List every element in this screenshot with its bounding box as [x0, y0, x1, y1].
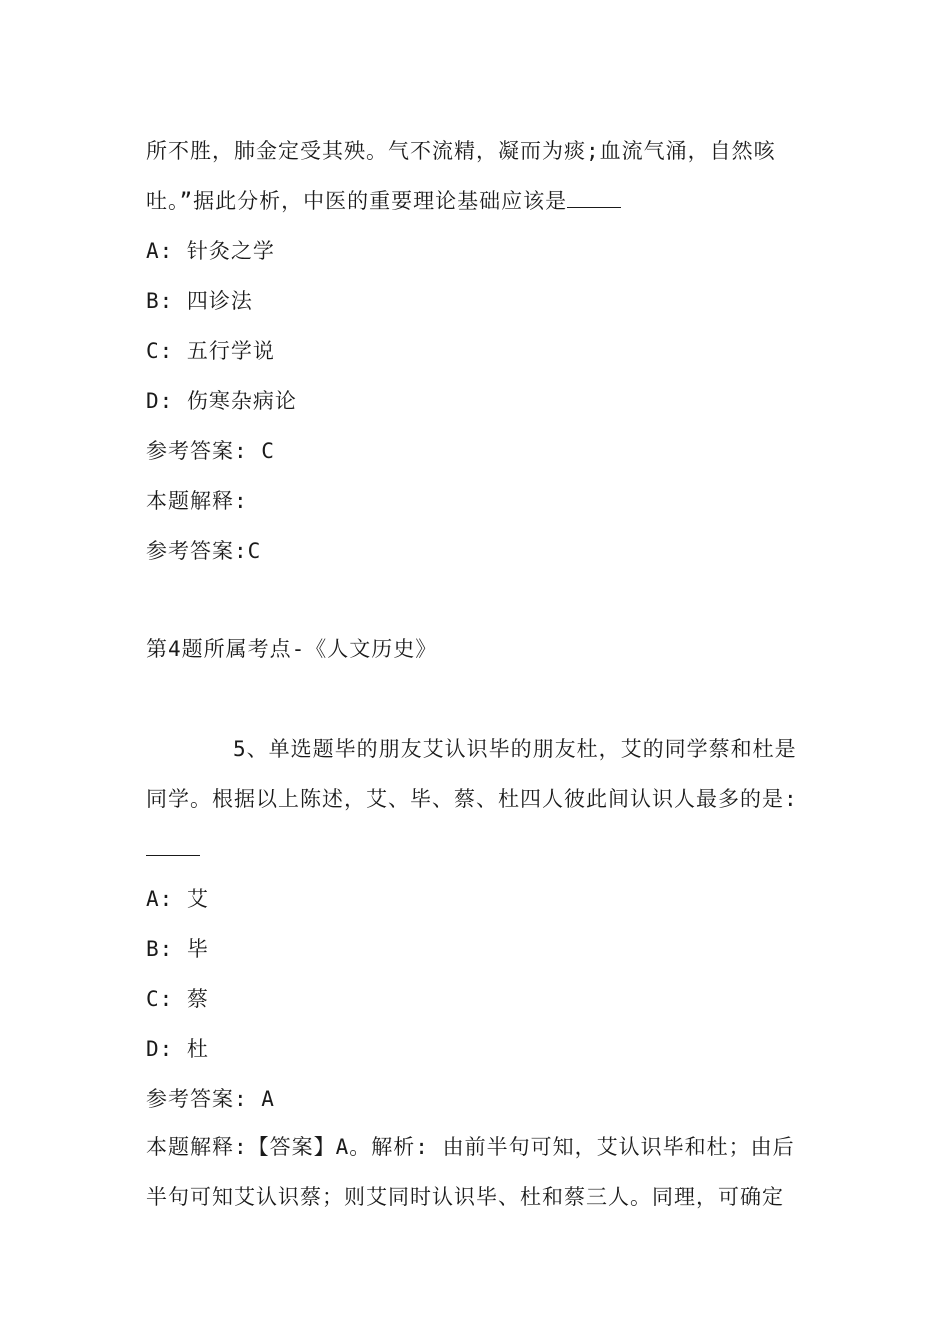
question3-stem-line1: 所不胜，肺金定受其殃。气不流精，凝而为痰;血流气涌，自然咳 — [146, 139, 776, 163]
answer-blank — [567, 189, 621, 208]
question5-explanation-line2: 半句可知艾认识蔡；则艾同时认识毕、杜和蔡三人。同理，可确定 — [146, 1185, 784, 1209]
question3-explanation-answer: 参考答案:C — [146, 539, 262, 563]
question5-stem-line2: 同学。根据以上陈述，艾、毕、蔡、杜四人彼此间认识人最多的是: — [146, 787, 798, 811]
question3-explanation-label: 本题解释: — [146, 489, 248, 513]
question5-option-b: B: 毕 — [146, 937, 209, 961]
question5-blank-line — [146, 835, 200, 863]
question5-option-a: A: 艾 — [146, 887, 209, 911]
question4-topic: 第4题所属考点-《人文历史》 — [146, 637, 438, 661]
question5-option-c: C: 蔡 — [146, 987, 209, 1011]
question5-explanation-line1: 本题解释:【答案】A。解析: 由前半句可知，艾认识毕和杜；由后 — [146, 1135, 795, 1159]
answer-blank — [146, 837, 200, 856]
question3-answer: 参考答案: C — [146, 439, 275, 463]
question3-option-b: B: 四诊法 — [146, 289, 253, 313]
question3-stem-text: 吐。”据此分析，中医的重要理论基础应该是 — [146, 189, 568, 213]
question3-option-a: A: 针灸之学 — [146, 239, 275, 263]
question5-answer: 参考答案: A — [146, 1087, 275, 1111]
question3-option-c: C: 五行学说 — [146, 339, 275, 363]
question3-option-d: D: 伤寒杂病论 — [146, 389, 297, 413]
question3-stem-line2 — [146, 187, 621, 215]
question5-option-d: D: 杜 — [146, 1037, 209, 1061]
question5-stem-line1: 5、单选题毕的朋友艾认识毕的朋友杜，艾的同学蔡和杜是 — [233, 737, 797, 761]
